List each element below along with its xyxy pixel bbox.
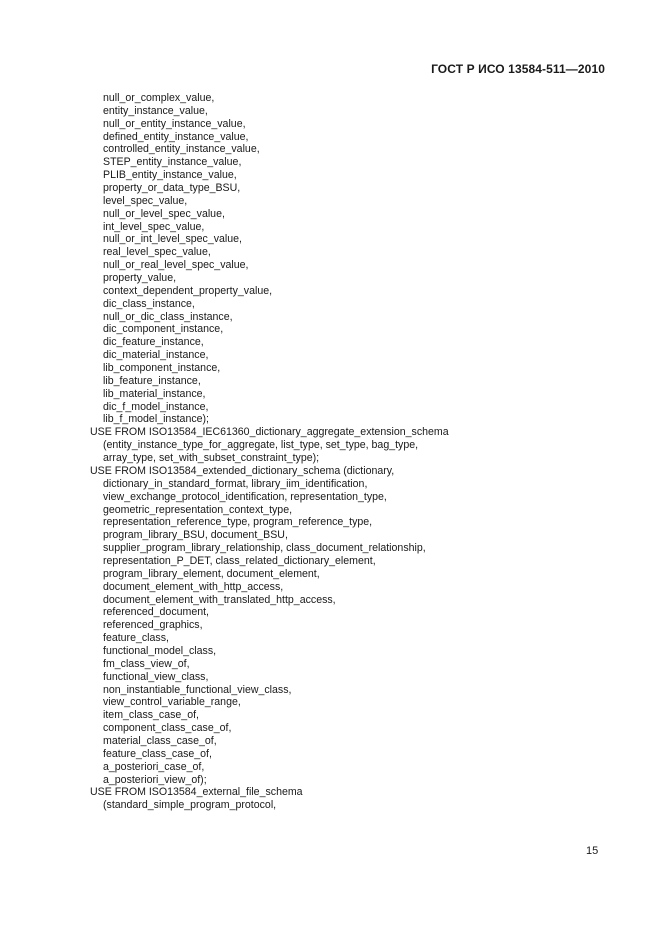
schema-use-list [90,92,610,812]
schema-entity-line: lib_feature_instance, [103,374,201,387]
schema-entity-line: STEP_entity_instance_value, [103,156,242,169]
schema-entity-line: property_value, [103,272,177,285]
schema-entity-line: dic_feature_instance, [103,336,204,349]
use-from-statement: USE FROM ISO13584_extended_dictionary_schema (dictionary, [90,464,395,477]
schema-entity-line: int_level_spec_value, [103,220,205,233]
schema-entity-line: lib_material_instance, [103,387,206,400]
schema-entity-line: non_instantiable_functional_view_class, [103,683,292,696]
schema-entity-line: null_or_int_level_spec_value, [103,233,242,246]
document-header: ГОСТ Р ИСО 13584-511—2010 [431,62,605,76]
schema-entity-line: referenced_document, [103,606,210,619]
schema-entity-line: level_spec_value, [103,194,188,207]
schema-entity-line: fm_class_view_of, [103,657,190,670]
schema-entity-line: component_class_case_of, [103,722,232,735]
schema-entity-line: view_control_variable_range, [103,696,241,709]
schema-entity-line: entity_instance_value, [103,104,208,117]
schema-entity-line: (standard_simple_program_protocol, [103,799,277,812]
schema-entity-line: a_posteriori_case_of, [103,760,205,773]
schema-entity-line: document_element_with_translated_http_access, [103,593,336,606]
schema-entity-line: program_library_BSU, document_BSU, [103,529,288,542]
schema-entity-line: null_or_complex_value, [103,92,215,104]
schema-entity-line: feature_class, [103,632,169,645]
page-number: 15 [586,845,599,857]
schema-entity-line: dic_class_instance, [103,297,195,310]
schema-entity-line: null_or_level_spec_value, [103,207,225,220]
schema-entity-line: null_or_entity_instance_value, [103,117,246,130]
schema-entity-line: representation_reference_type, program_reference_type, [103,516,373,529]
schema-entity-line: controlled_entity_instance_value, [103,143,260,156]
schema-entity-line: dic_material_instance, [103,349,209,362]
schema-entity-line: functional_model_class, [103,644,217,657]
schema-entity-line: null_or_real_level_spec_value, [103,259,249,272]
schema-entity-line: array_type, set_with_subset_constraint_type); [103,452,320,465]
schema-entity-line: PLIB_entity_instance_value, [103,169,237,182]
schema-entity-line: item_class_case_of, [103,709,199,722]
schema-entity-line: dic_component_instance, [103,323,224,336]
schema-entity-line: real_level_spec_value, [103,246,211,259]
schema-entity-line: feature_class_case_of, [103,747,212,760]
schema-entity-line: representation_P_DET, class_related_dictionary_element, [103,554,376,567]
use-from-statement: USE FROM ISO13584_IEC61360_dictionary_aggregate_extension_schema [90,426,449,439]
schema-entity-line: property_or_data_type_BSU, [103,182,241,195]
schema-entity-line: defined_entity_instance_value, [103,130,249,143]
schema-entity-line: view_exchange_protocol_identification, representation_type, [103,490,387,503]
schema-entity-line: (entity_instance_type_for_aggregate, list_type, set_type, bag_type, [103,439,419,452]
schema-entity-line: context_dependent_property_value, [103,284,273,297]
schema-entity-line: lib_component_instance, [103,362,221,375]
schema-entity-line: program_library_element, document_element, [103,567,320,580]
schema-entity-line: material_class_case_of, [103,734,217,747]
schema-entity-line: geometric_representation_context_type, [103,503,293,516]
schema-entity-line: dic_f_model_instance, [103,400,209,413]
schema-entity-line: null_or_dic_class_instance, [103,310,233,323]
schema-entity-line: supplier_program_library_relationship, class_document_relationship, [103,542,426,555]
schema-entity-line: lib_f_model_instance); [103,413,209,426]
schema-entity-line: document_element_with_http_access, [103,580,284,593]
schema-entity-line: a_posteriori_view_of); [103,773,207,786]
use-from-statement: USE FROM ISO13584_external_file_schema [90,786,303,799]
schema-entity-line: dictionary_in_standard_format, library_iim_identification, [103,477,368,490]
schema-entity-line: functional_view_class, [103,670,209,683]
schema-entity-line: referenced_graphics, [103,619,203,632]
